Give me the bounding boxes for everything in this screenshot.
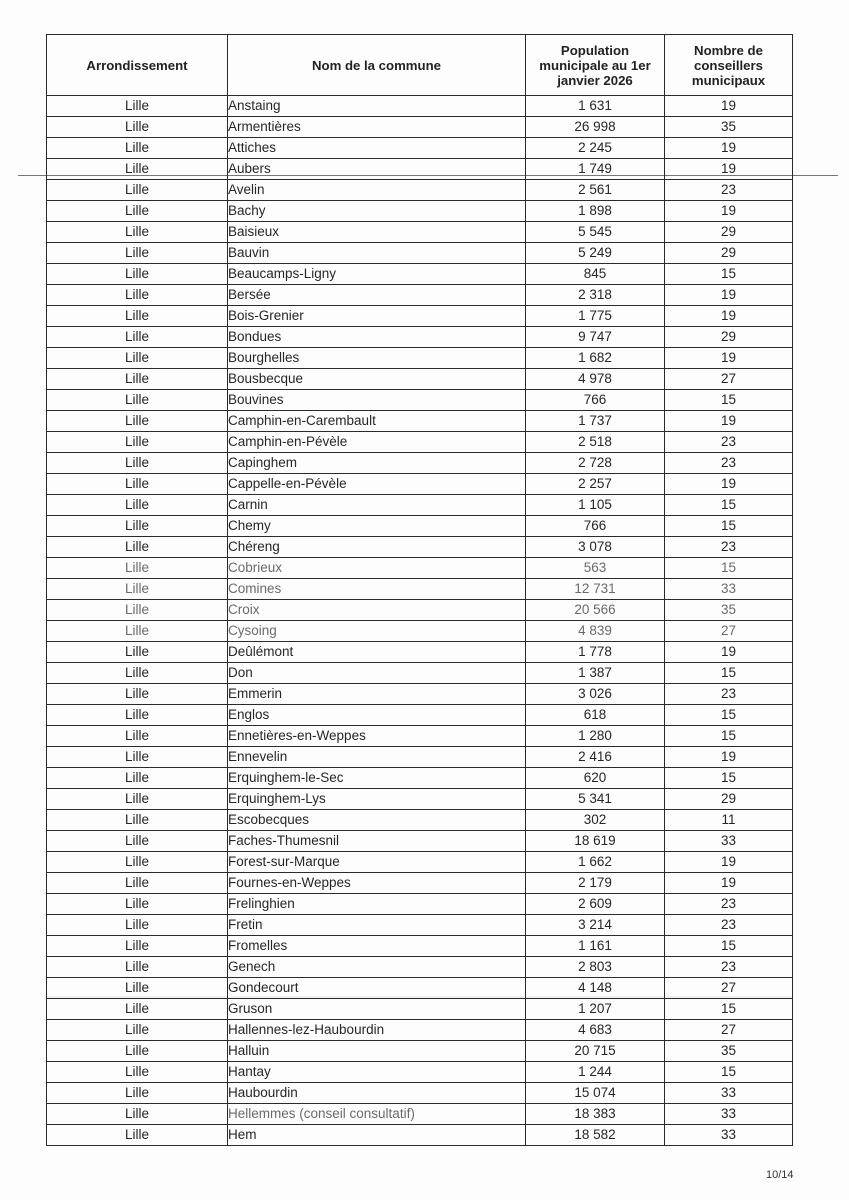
cell-arrondissement: Lille (47, 579, 228, 600)
table-row (47, 1041, 793, 1062)
header-conseillers: Nombre de conseillers municipaux (665, 35, 793, 96)
cell-arrondissement: Lille (47, 558, 228, 579)
cell-population: 1 387 (526, 663, 665, 684)
cell-commune: Hantay (228, 1062, 526, 1083)
cell-population: 563 (526, 558, 665, 579)
cell-population: 1 737 (526, 411, 665, 432)
cell-conseillers: 15 (665, 558, 793, 579)
table-row (47, 621, 793, 642)
cell-commune: Capinghem (228, 453, 526, 474)
cell-commune: Attiches (228, 138, 526, 159)
cell-population: 766 (526, 516, 665, 537)
cell-population: 1 105 (526, 495, 665, 516)
cell-population: 3 026 (526, 684, 665, 705)
communes-table (46, 34, 793, 1146)
cell-population: 1 631 (526, 96, 665, 117)
cell-commune: Bois-Grenier (228, 306, 526, 327)
cell-arrondissement: Lille (47, 1062, 228, 1083)
cell-commune: Baisieux (228, 222, 526, 243)
cell-population: 20 715 (526, 1041, 665, 1062)
cell-commune: Fromelles (228, 936, 526, 957)
cell-conseillers: 15 (665, 726, 793, 747)
cell-population: 4 148 (526, 978, 665, 999)
cell-commune: Erquinghem-le-Sec (228, 768, 526, 789)
cell-conseillers: 23 (665, 957, 793, 978)
cell-arrondissement: Lille (47, 684, 228, 705)
cell-arrondissement: Lille (47, 180, 228, 201)
cell-commune: Anstaing (228, 96, 526, 117)
cell-commune: Hem (228, 1125, 526, 1146)
cell-arrondissement: Lille (47, 516, 228, 537)
cell-arrondissement: Lille (47, 999, 228, 1020)
cell-conseillers: 23 (665, 894, 793, 915)
cell-commune: Ennetières-en-Weppes (228, 726, 526, 747)
cell-conseillers: 19 (665, 306, 793, 327)
table-row (47, 747, 793, 768)
cell-commune: Forest-sur-Marque (228, 852, 526, 873)
cell-conseillers: 19 (665, 348, 793, 369)
table-row (47, 894, 793, 915)
cell-conseillers: 15 (665, 1062, 793, 1083)
cell-arrondissement: Lille (47, 264, 228, 285)
table-row (47, 390, 793, 411)
cell-conseillers: 19 (665, 852, 793, 873)
cell-commune: Croix (228, 600, 526, 621)
cell-conseillers: 33 (665, 579, 793, 600)
cell-population: 3 214 (526, 915, 665, 936)
cell-conseillers: 19 (665, 285, 793, 306)
cell-population: 1 749 (526, 159, 665, 180)
cell-commune: Gondecourt (228, 978, 526, 999)
cell-population: 2 728 (526, 453, 665, 474)
cell-arrondissement: Lille (47, 642, 228, 663)
table-row (47, 264, 793, 285)
cell-population: 1 778 (526, 642, 665, 663)
cell-conseillers: 23 (665, 432, 793, 453)
cell-conseillers: 11 (665, 810, 793, 831)
table-row (47, 852, 793, 873)
table-row (47, 348, 793, 369)
cell-commune: Frelinghien (228, 894, 526, 915)
cell-arrondissement: Lille (47, 390, 228, 411)
cell-conseillers: 15 (665, 999, 793, 1020)
cell-conseillers: 29 (665, 789, 793, 810)
table-row (47, 138, 793, 159)
table-row (47, 999, 793, 1020)
cell-arrondissement: Lille (47, 789, 228, 810)
cell-conseillers: 23 (665, 180, 793, 201)
table-header-row (47, 35, 793, 96)
table-row (47, 957, 793, 978)
cell-conseillers: 29 (665, 222, 793, 243)
table-row (47, 936, 793, 957)
table-row (47, 558, 793, 579)
table-row (47, 600, 793, 621)
cell-arrondissement: Lille (47, 768, 228, 789)
cell-population: 5 545 (526, 222, 665, 243)
cell-commune: Armentières (228, 117, 526, 138)
table-row (47, 978, 793, 999)
cell-arrondissement: Lille (47, 1125, 228, 1146)
table-row (47, 453, 793, 474)
table-row (47, 474, 793, 495)
cell-population: 3 078 (526, 537, 665, 558)
table-row (47, 915, 793, 936)
table-row (47, 411, 793, 432)
cell-population: 9 747 (526, 327, 665, 348)
table-row (47, 873, 793, 894)
cell-arrondissement: Lille (47, 285, 228, 306)
cell-population: 2 561 (526, 180, 665, 201)
cell-commune: Faches-Thumesnil (228, 831, 526, 852)
cell-conseillers: 23 (665, 915, 793, 936)
cell-commune: Haubourdin (228, 1083, 526, 1104)
table-row (47, 579, 793, 600)
cell-population: 4 978 (526, 369, 665, 390)
cell-population: 1 207 (526, 999, 665, 1020)
cell-population: 766 (526, 390, 665, 411)
cell-arrondissement: Lille (47, 852, 228, 873)
cell-population: 2 609 (526, 894, 665, 915)
cell-commune: Chemy (228, 516, 526, 537)
cell-population: 26 998 (526, 117, 665, 138)
cell-commune: Cobrieux (228, 558, 526, 579)
cell-arrondissement: Lille (47, 411, 228, 432)
table-row (47, 432, 793, 453)
cell-arrondissement: Lille (47, 1083, 228, 1104)
cell-arrondissement: Lille (47, 432, 228, 453)
cell-arrondissement: Lille (47, 600, 228, 621)
cell-population: 20 566 (526, 600, 665, 621)
table-row (47, 96, 793, 117)
table-row (47, 243, 793, 264)
cell-population: 18 383 (526, 1104, 665, 1125)
cell-population: 12 731 (526, 579, 665, 600)
cell-arrondissement: Lille (47, 201, 228, 222)
cell-conseillers: 15 (665, 705, 793, 726)
header-commune: Nom de la commune (228, 35, 526, 96)
cell-arrondissement: Lille (47, 96, 228, 117)
cell-commune: Bousbecque (228, 369, 526, 390)
table-row (47, 1020, 793, 1041)
cell-conseillers: 19 (665, 411, 793, 432)
cell-conseillers: 27 (665, 369, 793, 390)
cell-arrondissement: Lille (47, 327, 228, 348)
cell-population: 4 683 (526, 1020, 665, 1041)
table-row (47, 222, 793, 243)
cell-commune: Halluin (228, 1041, 526, 1062)
cell-population: 4 839 (526, 621, 665, 642)
cell-commune: Bersée (228, 285, 526, 306)
table-row (47, 684, 793, 705)
cell-conseillers: 15 (665, 495, 793, 516)
cell-arrondissement: Lille (47, 138, 228, 159)
table-row (47, 495, 793, 516)
table-row (47, 516, 793, 537)
cell-conseillers: 35 (665, 1041, 793, 1062)
cell-population: 2 803 (526, 957, 665, 978)
cell-arrondissement: Lille (47, 957, 228, 978)
cell-conseillers: 15 (665, 264, 793, 285)
cell-population: 1 662 (526, 852, 665, 873)
cell-commune: Don (228, 663, 526, 684)
cell-arrondissement: Lille (47, 369, 228, 390)
cell-conseillers: 15 (665, 936, 793, 957)
cell-population: 5 249 (526, 243, 665, 264)
cell-conseillers: 35 (665, 600, 793, 621)
table-row (47, 327, 793, 348)
table-row (47, 789, 793, 810)
cell-arrondissement: Lille (47, 495, 228, 516)
cell-commune: Bondues (228, 327, 526, 348)
cell-commune: Bouvines (228, 390, 526, 411)
cell-commune: Fretin (228, 915, 526, 936)
cell-conseillers: 19 (665, 138, 793, 159)
table-row (47, 642, 793, 663)
cell-conseillers: 33 (665, 1104, 793, 1125)
cell-commune: Gruson (228, 999, 526, 1020)
cell-arrondissement: Lille (47, 537, 228, 558)
cell-conseillers: 29 (665, 243, 793, 264)
cell-arrondissement: Lille (47, 726, 228, 747)
cell-population: 1 775 (526, 306, 665, 327)
cell-commune: Erquinghem-Lys (228, 789, 526, 810)
cell-commune: Beaucamps-Ligny (228, 264, 526, 285)
cell-conseillers: 33 (665, 1125, 793, 1146)
table-row (47, 663, 793, 684)
cell-commune: Bourghelles (228, 348, 526, 369)
table-row (47, 768, 793, 789)
table-body (47, 96, 793, 1146)
cell-conseillers: 27 (665, 621, 793, 642)
cell-commune: Genech (228, 957, 526, 978)
cell-arrondissement: Lille (47, 810, 228, 831)
cell-commune: Fournes-en-Weppes (228, 873, 526, 894)
table-row (47, 1125, 793, 1146)
cell-conseillers: 35 (665, 117, 793, 138)
cell-population: 1 898 (526, 201, 665, 222)
cell-conseillers: 19 (665, 474, 793, 495)
table-row (47, 369, 793, 390)
cell-commune: Avelin (228, 180, 526, 201)
cell-commune: Camphin-en-Carembault (228, 411, 526, 432)
cell-arrondissement: Lille (47, 747, 228, 768)
cell-commune: Carnin (228, 495, 526, 516)
cell-conseillers: 33 (665, 1083, 793, 1104)
cell-conseillers: 27 (665, 1020, 793, 1041)
page-number: 10/14 (766, 1169, 794, 1181)
cell-conseillers: 19 (665, 201, 793, 222)
cell-arrondissement: Lille (47, 348, 228, 369)
cell-commune: Camphin-en-Pévèle (228, 432, 526, 453)
cell-commune: Chéreng (228, 537, 526, 558)
cell-population: 2 257 (526, 474, 665, 495)
table-row (47, 180, 793, 201)
cell-arrondissement: Lille (47, 306, 228, 327)
table-row (47, 159, 793, 180)
cell-population: 2 179 (526, 873, 665, 894)
cell-arrondissement: Lille (47, 915, 228, 936)
cell-arrondissement: Lille (47, 117, 228, 138)
cell-arrondissement: Lille (47, 978, 228, 999)
cell-population: 2 518 (526, 432, 665, 453)
table-row (47, 201, 793, 222)
cell-arrondissement: Lille (47, 894, 228, 915)
cell-commune: Englos (228, 705, 526, 726)
cell-conseillers: 23 (665, 537, 793, 558)
header-population: Population municipale au 1er janvier 2026 (526, 35, 665, 96)
cell-population: 2 416 (526, 747, 665, 768)
table-row (47, 117, 793, 138)
cell-commune: Cappelle-en-Pévèle (228, 474, 526, 495)
table-row (47, 1104, 793, 1125)
table-row (47, 1062, 793, 1083)
table-row (47, 831, 793, 852)
cell-population: 1 280 (526, 726, 665, 747)
cell-conseillers: 15 (665, 390, 793, 411)
cell-commune: Cysoing (228, 621, 526, 642)
cell-arrondissement: Lille (47, 453, 228, 474)
header-arrondissement: Arrondissement (47, 35, 228, 96)
cell-commune: Hallennes-lez-Haubourdin (228, 1020, 526, 1041)
cell-arrondissement: Lille (47, 873, 228, 894)
cell-arrondissement: Lille (47, 621, 228, 642)
cell-population: 2 245 (526, 138, 665, 159)
cell-arrondissement: Lille (47, 222, 228, 243)
table-row (47, 285, 793, 306)
cell-arrondissement: Lille (47, 936, 228, 957)
cell-population: 620 (526, 768, 665, 789)
cell-conseillers: 15 (665, 516, 793, 537)
cell-population: 302 (526, 810, 665, 831)
cell-commune: Comines (228, 579, 526, 600)
cell-conseillers: 23 (665, 684, 793, 705)
cell-conseillers: 23 (665, 453, 793, 474)
cell-conseillers: 19 (665, 96, 793, 117)
table-row (47, 810, 793, 831)
cell-arrondissement: Lille (47, 474, 228, 495)
table-row (47, 1083, 793, 1104)
cell-commune: Bauvin (228, 243, 526, 264)
cell-commune: Deûlémont (228, 642, 526, 663)
cell-population: 618 (526, 705, 665, 726)
cell-arrondissement: Lille (47, 159, 228, 180)
cell-arrondissement: Lille (47, 705, 228, 726)
cell-conseillers: 19 (665, 159, 793, 180)
cell-conseillers: 15 (665, 663, 793, 684)
cell-commune: Ennevelin (228, 747, 526, 768)
table-row (47, 705, 793, 726)
cell-conseillers: 15 (665, 768, 793, 789)
cell-population: 1 244 (526, 1062, 665, 1083)
cell-arrondissement: Lille (47, 1020, 228, 1041)
cell-population: 18 619 (526, 831, 665, 852)
cell-conseillers: 19 (665, 642, 793, 663)
cell-commune: Bachy (228, 201, 526, 222)
cell-commune: Hellemmes (conseil consultatif) (228, 1104, 526, 1125)
cell-conseillers: 33 (665, 831, 793, 852)
cell-population: 1 161 (526, 936, 665, 957)
cell-arrondissement: Lille (47, 1104, 228, 1125)
cell-population: 2 318 (526, 285, 665, 306)
table-row (47, 537, 793, 558)
cell-conseillers: 27 (665, 978, 793, 999)
cell-arrondissement: Lille (47, 243, 228, 264)
cell-arrondissement: Lille (47, 1041, 228, 1062)
cell-conseillers: 19 (665, 873, 793, 894)
table-row (47, 726, 793, 747)
cell-conseillers: 19 (665, 747, 793, 768)
cell-arrondissement: Lille (47, 663, 228, 684)
table-row (47, 306, 793, 327)
cell-commune: Aubers (228, 159, 526, 180)
cell-population: 5 341 (526, 789, 665, 810)
cell-population: 18 582 (526, 1125, 665, 1146)
cell-population: 1 682 (526, 348, 665, 369)
cell-conseillers: 29 (665, 327, 793, 348)
cell-population: 845 (526, 264, 665, 285)
cell-population: 15 074 (526, 1083, 665, 1104)
cell-commune: Emmerin (228, 684, 526, 705)
cell-commune: Escobecques (228, 810, 526, 831)
cell-arrondissement: Lille (47, 831, 228, 852)
